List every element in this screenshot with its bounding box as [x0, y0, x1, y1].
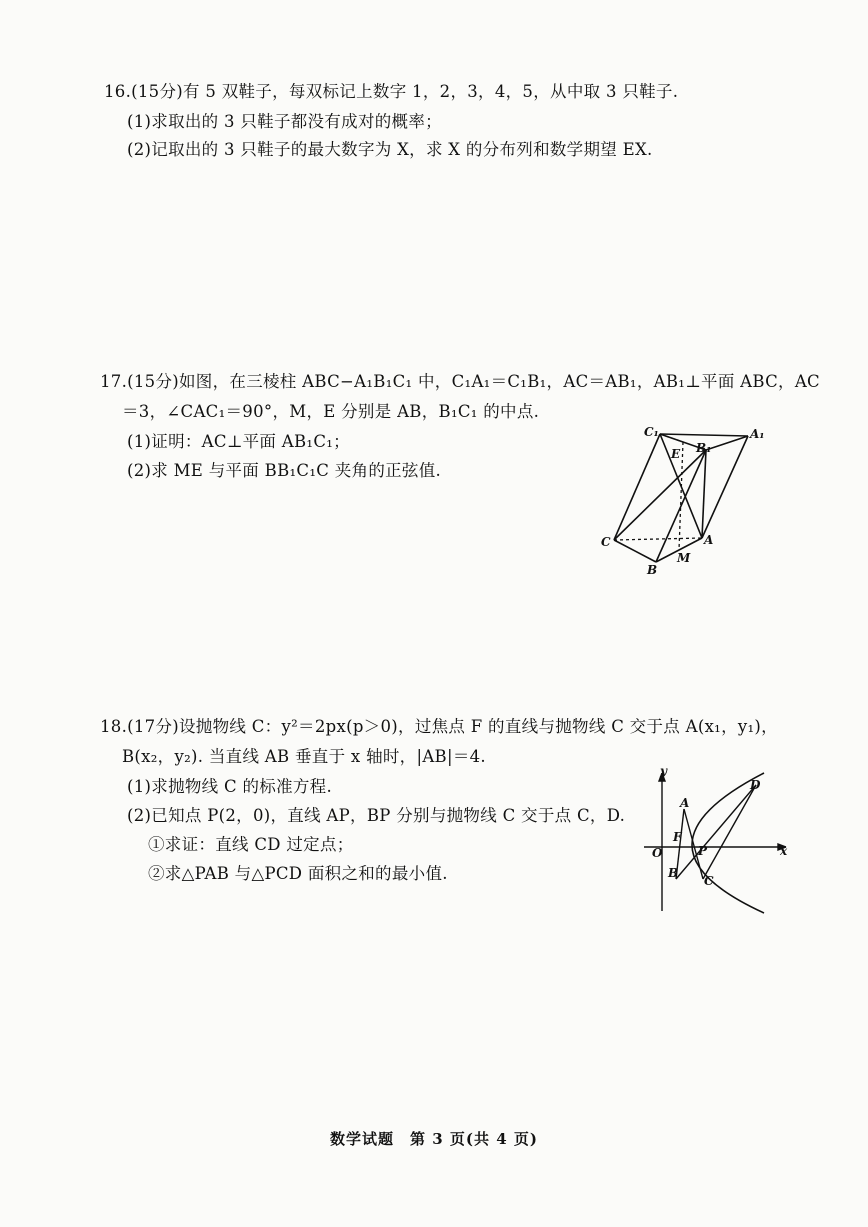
label-B: B	[668, 866, 679, 880]
label-x: x	[780, 844, 788, 858]
q17-stem-line1: 17.(15分)如图，在三棱柱 ABC−A₁B₁C₁ 中，C₁A₁＝C₁B₁，AC＝AB₁，AB₁⊥平面 ABC，AC	[100, 372, 820, 391]
label-E: E	[671, 447, 681, 461]
label-B: B	[647, 563, 658, 577]
label-A1: A₁	[750, 427, 765, 441]
q18-stem-line1: 18.(17分)设抛物线 C：y²＝2px(p＞0)，过焦点 F 的直线与抛物线 C 交于点 A(x₁，y₁)，	[100, 717, 778, 736]
q16-part1: (1)求取出的 3 只鞋子都没有成对的概率；	[127, 112, 442, 131]
q18-sub2: ②求△PAB 与△PCD 面积之和的最小值.	[148, 864, 448, 883]
q17-part1: (1)证明：AC⊥平面 AB₁C₁；	[127, 432, 350, 451]
q17-part2: (2)求 ME 与平面 BB₁C₁C 夹角的正弦值.	[127, 461, 442, 480]
label-C1: C₁	[644, 425, 659, 439]
label-y: y	[660, 765, 667, 778]
prism-figure	[598, 420, 778, 580]
parabola-figure	[640, 765, 800, 917]
label-P: P	[698, 844, 708, 858]
label-A: A	[704, 533, 714, 547]
q16-part2: (2)记取出的 3 只鞋子的最大数字为 X，求 X 的分布列和数学期望 EX.	[127, 140, 653, 159]
label-C: C	[601, 535, 611, 549]
q18-part2: (2)已知点 P(2，0)，直线 AP，BP 分别与抛物线 C 交于点 C，D.	[127, 806, 626, 825]
q18-stem-line2: B(x₂，y₂). 当直线 AB 垂直于 x 轴时，|AB|＝4.	[122, 747, 486, 766]
label-O: O	[652, 846, 663, 860]
label-B1: B₁	[696, 441, 712, 455]
q18-sub1: ①求证：直线 CD 过定点；	[148, 835, 354, 854]
page-footer: 数学试题 第 3 页(共 4 页)	[330, 1130, 538, 1148]
label-C: C	[704, 874, 714, 888]
label-D: D	[750, 778, 761, 792]
q17-stem-line2: ＝3，∠CAC₁＝90°，M，E 分别是 AB，B₁C₁ 的中点.	[122, 402, 540, 421]
label-M: M	[677, 551, 691, 565]
label-F: F	[673, 830, 682, 844]
label-A: A	[680, 796, 690, 810]
q18-part1: (1)求抛物线 C 的标准方程.	[127, 777, 333, 796]
q16-stem: 16.(15分)有 5 双鞋子，每双标记上数字 1，2，3，4，5，从中取 3 只鞋子.	[104, 82, 679, 101]
